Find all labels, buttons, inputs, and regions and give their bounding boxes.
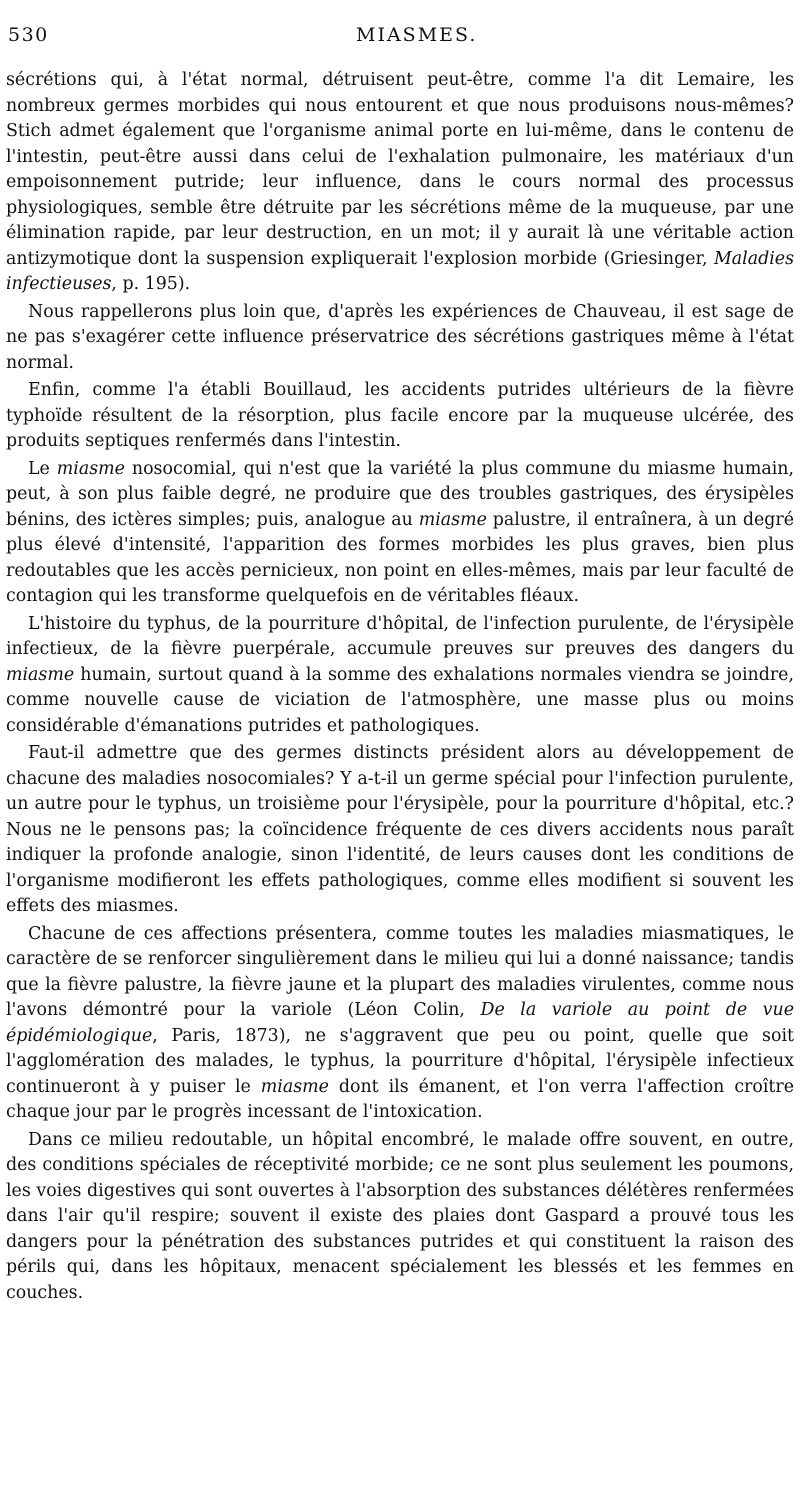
- text-run: Nous rappellerons plus loin que, d'après les expériences de Chauveau, il est sage de ne pas s'exagérer cette influence préservatrice des sécrétions gastriques même à l'état normal.: [6, 301, 794, 373]
- body-text: [6, 68, 794, 1306]
- text-run: palustre, il entraînera, à un degré plus élevé d'intensité, l'apparition des formes morbides les plus graves, bien plus redoutables que les accès pernicieux, non point en elles-mêmes, mais par leur faculté de contagion qui les transforme quelquefois en de véritables fléaux.: [6, 509, 794, 606]
- paragraph: [6, 612, 794, 740]
- italic-text: Maladies infectieuses: [6, 248, 794, 294]
- text-run: Faut-il admettre que des germes distincts président alors au développement de chacune des maladies nosocomiales? Y a-t-il un germe spécial pour l'infection purulente, un autre pour le typhus, un troisième pour l'érysipèle, pour la pourriture d'hôpital, etc.? Nous ne le pensons pas; la coïncidence fréquente de ces divers accidents nous paraît indiquer la profonde analogie, sinon l'identité, de leurs causes dont les conditions de l'organisme modifieront les effets pathologiques, comme elles modifient si souvent les effets des miasmes.: [6, 743, 794, 916]
- text-run: humain, surtout quand à la somme des exhalations normales viendra se joindre, comme nouvelle cause de viciation de l'atmosphère, une masse plus ou moins considérable d'émanations putrides et pathologiques.: [6, 664, 794, 736]
- italic-text: miasme: [56, 458, 125, 479]
- text-run: dont ils émanent, et l'on verra l'affection croître chaque jour par le progrès incessant de l'intoxication.: [6, 1076, 794, 1122]
- running-head: MIASMES.: [356, 24, 478, 46]
- page-header: [6, 24, 794, 54]
- text-run: Chacune de ces affections présentera, comme toutes les maladies miasmatiques, le caractère de se renforcer singulièrement dans le milieu qui lui a donné naissance; tandis que la fièvre palustre, la fièvre jaune et la plupart des maladies virulentes, comme nous l'avons démontré pour la variole (Léon Colin,: [6, 923, 794, 1020]
- text-run: Enfin, comme l'a établi Bouillaud, les accidents putrides ultérieurs de la fièvre typhoïde résultent de la résorption, plus facile encore par la muqueuse ulcérée, des produits septiques renfermés dans l'intestin.: [6, 380, 794, 451]
- text-run: Dans ce milieu redoutable, un hôpital encombré, le malade offre souvent, en outre, des conditions spéciales de réceptivité morbide; ce ne sont plus seulement les poumons, les voies digestives qui sont ouvertes à l'absorption des substances délétères renfermées dans l'air qu'il respire; souvent il existe des plaies dont Gaspard a prouvé tous les dangers pour la pénétration des substances putrides et qui constituent la raison des périls qui, dans les hôpitaux, menacent spécialement les blessés et les femmes en couches.: [6, 1129, 794, 1303]
- paragraph: [6, 457, 794, 610]
- paragraph: [6, 922, 794, 1126]
- paragraph: [6, 1128, 794, 1307]
- italic-text: miasme: [418, 509, 487, 530]
- page-number: 530: [8, 24, 49, 46]
- italic-text: miasme: [6, 664, 75, 685]
- italic-text: De la variole au point de vue épidémiologique: [6, 1000, 794, 1046]
- book-page: [6, 24, 794, 1306]
- paragraph: [6, 68, 794, 298]
- text-run: L'histoire du typhus, de la pourriture d'hôpital, de l'infection purulente, de l'érysipèle infectieux, de la fièvre puerpérale, accumule preuves sur preuves des dangers du: [6, 613, 794, 659]
- paragraph: [6, 378, 794, 455]
- text-run: nosocomial, qui n'est que la variété la plus commune du miasme humain, peut, à son plus faible degré, ne produire que des troubles gastriques, des érysipèles bénins, des ictères simples; puis, analogue au: [6, 458, 794, 530]
- text-run: , p. 195).: [111, 274, 191, 294]
- text-run: Le: [28, 458, 57, 479]
- text-run: , Paris, 1873), ne s'aggravent que peu ou point, quelle que soit l'agglomération des malades, le typhus, la pourriture d'hôpital, l'érysipèle infectieux continueront à y puiser le: [6, 1025, 794, 1097]
- paragraph: [6, 741, 794, 920]
- paragraph: [6, 300, 794, 377]
- italic-text: miasme: [260, 1076, 329, 1097]
- text-run: sécrétions qui, à l'état normal, détruisent peut-être, comme l'a dit Lemaire, les nombreux germes morbides qui nous entourent et que nous produisons nous-mêmes? Stich admet également que l'organisme animal porte en lui-même, dans le contenu de l'intestin, peut-être aussi dans celui de l'exhalation pulmonaire, les matériaux d'un empoisonnement putride; leur influence, dans le cours normal des processus physiologiques, semble être détruite par les sécrétions même de la muqueuse, par une élimination rapide, par leur destruction, en un mot; il y aurait là une véritable action antizymotique dont la suspension expliquerait l'explosion morbide (Griesinger,: [6, 70, 794, 269]
